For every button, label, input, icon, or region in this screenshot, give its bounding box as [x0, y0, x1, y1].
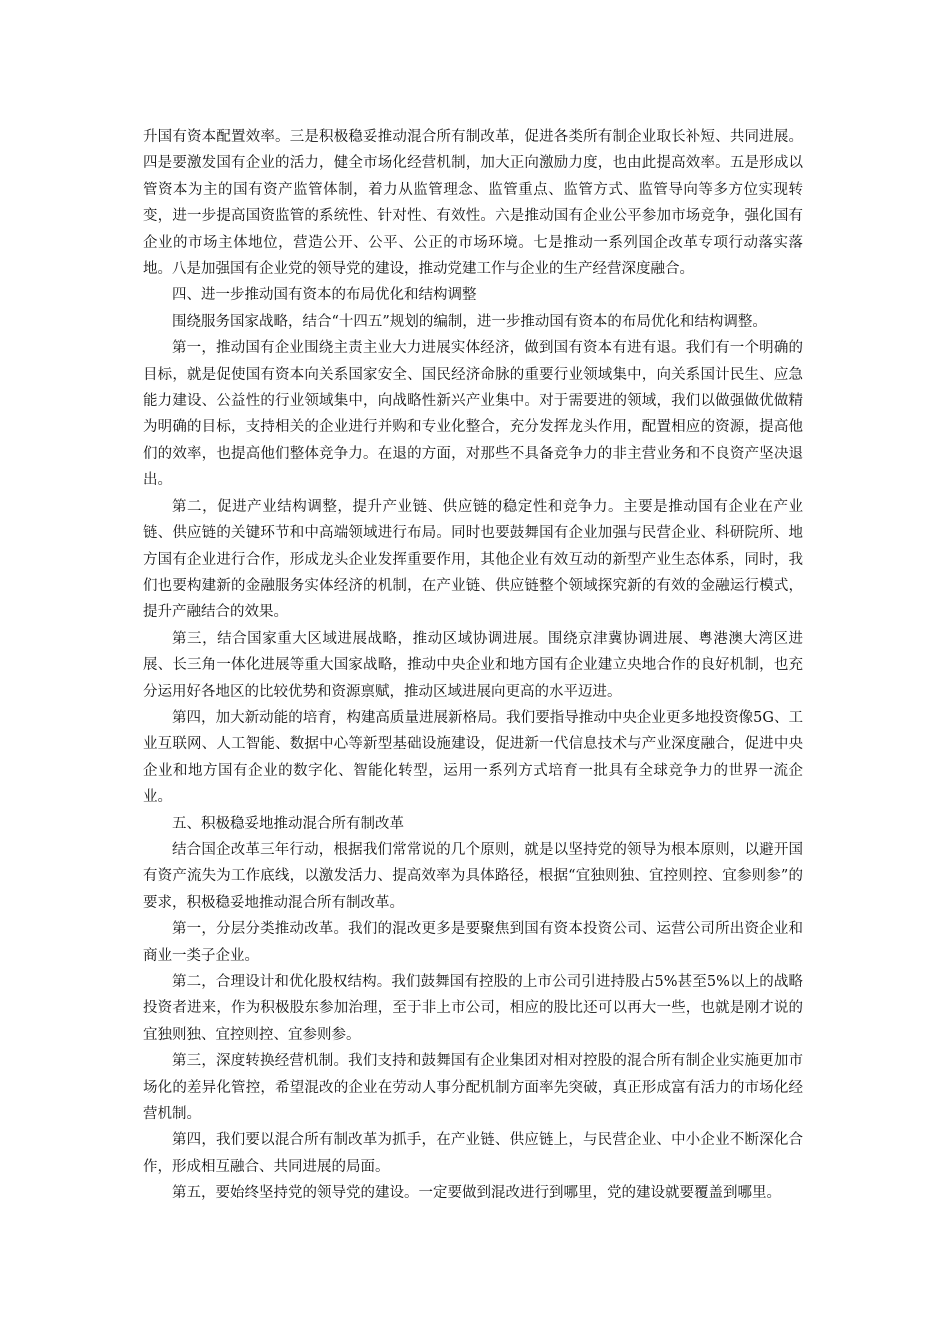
paragraph-7: 第四，加大新动能的培育，构建高质量进展新格局。我们要指导推动中央企业更多地投资像5G、工业互联网、人工智能、数据中心等新型基础设施建设，促进新一代信息技术与产业深度融合，促进中央企业和地方国有企业的数字化、智能化转型，运用一系列方式培育一批具有全球竞争力的世界一流企业。 — [143, 709, 803, 806]
paragraph-4: 第一，推动国有企业围绕主责主业大力进展实体经济，做到国有资本有进有退。我们有一个明确的目标，就是促使国有资本向关系国家安全、国民经济命脉的重要行业领域集中，向关系国计民生、应急能力建设、公益性的行业领域集中，向战略性新兴产业集中。对于需要进的领域，我们以做强做优做精为明确的目标，支持相关的企业进行并购和专业化整合，充分发挥龙头作用，配置相应的资源，提高他们的效率，也提高他们整体竞争力。在退的方面，对那些不具备竞争力的非主营业务和不良资产坚决退出。 — [143, 340, 803, 489]
paragraph-3: 围绕服务国家战略，结合“十四五”规划的编制，进一步推动国有资本的布局优化和结构调整。 — [172, 313, 767, 330]
paragraph-1: 升国有资本配置效率。三是积极稳妥推动混合所有制改革，促进各类所有制企业取长补短、共同进展。四是要激发国有企业的活力，健全市场化经营机制，加大正向激励力度，也由此提高效率。五是形成以管资本为主的国有资产监管体制，着力从监管理念、监管重点、监管方式、监管导向等多方位实现转变，进一步提高国资监管的系统性、针对性、有效性。六是推动国有企业公平参加市场竞争，强化国有企业的市场主体地位，营造公开、公平、公正的市场环境。七是推动一系列国企改革专项行动落实落地。八是加强国有企业党的领导党的建设，推动党建工作与企业的生产经营深度融合。 — [143, 129, 803, 278]
paragraph-10: 第一，分层分类推动改革。我们的混改更多是要聚焦到国有资本投资公司、运营公司所出资企业和商业一类子企业。 — [143, 921, 803, 964]
paragraph-11: 第二，合理设计和优化股权结构。我们鼓舞国有控股的上市公司引进持股占5%甚至5%以上的战略投资者进来，作为积极股东参加治理，至于非上市公司，相应的股比还可以再大一些，也就是刚才说的宜独则独、宜控则控、宜参则参。 — [143, 974, 803, 1043]
paragraph-13: 第四，我们要以混合所有制改革为抓手，在产业链、供应链上，与民营企业、中小企业不断深化合作，形成相互融合、共同进展的局面。 — [143, 1132, 803, 1175]
section-heading-5: 五、积极稳妥地推动混合所有制改革 — [172, 815, 404, 832]
paragraph-12: 第三，深度转换经营机制。我们支持和鼓舞国有企业集团对相对控股的混合所有制企业实施更加市场化的差异化管控，希望混改的企业在劳动人事分配机制方面率先突破，真正形成富有活力的市场化经营机制。 — [143, 1053, 803, 1123]
section-heading-4: 四、进一步推动国有资本的布局优化和结构调整 — [172, 287, 477, 304]
document-body — [143, 124, 803, 1207]
paragraph-14: 第五，要始终坚持党的领导党的建设。一定要做到混改进行到哪里，党的建设就要覆盖到哪里。 — [172, 1185, 781, 1202]
paragraph-9: 结合国企改革三年行动，根据我们常常说的几个原则，就是以坚持党的领导为根本原则，以避开国有资产流失为工作底线，以激发活力、提高效率为具体路径，根据“宜独则独、宜控则控、宜参则参”的要求，积极稳妥地推动混合所有制改革。 — [143, 841, 803, 911]
paragraph-5: 第二，促进产业结构调整，提升产业链、供应链的稳定性和竞争力。主要是推动国有企业在产业链、供应链的关键环节和中高端领域进行布局。同时也要鼓舞国有企业加强与民营企业、科研院所、地方国有企业进行合作，形成龙头企业发挥重要作用，其他企业有效互动的新型产业生态体系，同时，我们也要构建新的金融服务实体经济的机制，在产业链、供应链整个领域探究新的有效的金融运行模式，提升产融结合的效果。 — [143, 498, 803, 621]
paragraph-6: 第三，结合国家重大区域进展战略，推动区域协调进展。围绕京津冀协调进展、粤港澳大湾区进展、长三角一体化进展等重大国家战略，推动中央企业和地方国有企业建立央地合作的良好机制，也充分运用好各地区的比较优势和资源禀赋，推动区域进展向更高的水平迈进。 — [143, 630, 803, 700]
